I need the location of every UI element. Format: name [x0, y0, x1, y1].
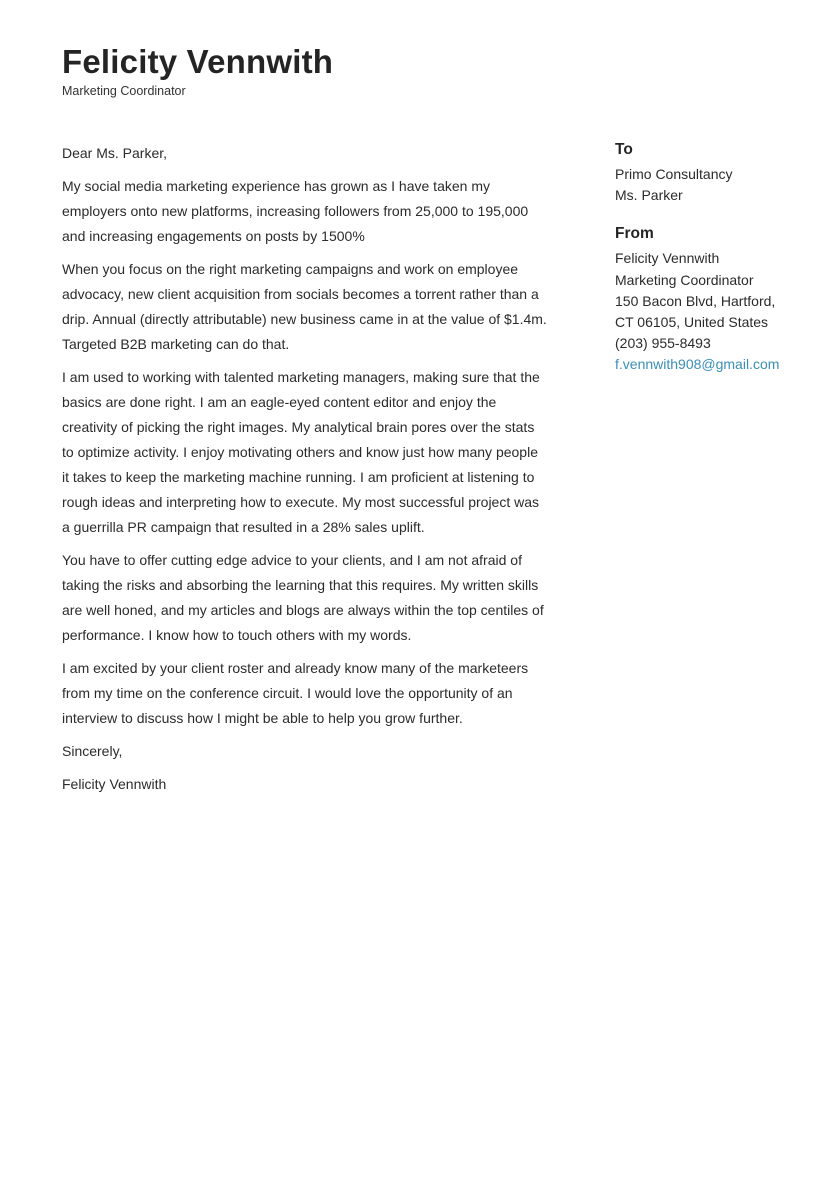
- sender-email-link[interactable]: f.vennwith908@gmail.com: [615, 356, 780, 373]
- closing: Sincerely,: [62, 743, 123, 759]
- applicant-job-title: Marketing Coordinator: [62, 84, 186, 98]
- recipient-block: [615, 139, 815, 206]
- body-paragraph-3: I am used to working with talented marketing managers, making sure that the basics are done right. I am an eagle-eyed content editor and enjoy the creativity of picking the right images. My analytical brain pores over the stats to optimize activity. I enjoy motivating others and know just how many people it takes to keep the marketing machine running. I am proficient at listening to rough ideas and interpreting how to execute. My most successful project was a guerrilla PR campaign that resulted in a 28% sales uplift.: [62, 369, 540, 535]
- sender-block: [615, 223, 815, 375]
- from-heading: From: [615, 225, 654, 243]
- applicant-name: Felicity Vennwith: [62, 43, 334, 80]
- sender-address-line-2: CT 06105, United States: [615, 314, 769, 331]
- sender-title: Marketing Coordinator: [615, 271, 754, 288]
- recipient-company: Primo Consultancy: [615, 166, 733, 182]
- body-paragraph-2: When you focus on the right marketing campaigns and work on employee advocacy, new client acquisition from socials becomes a torrent rather than a drip. Annual (directly attributable) new business came in at the value of $1.4m. Targeted B2B marketing can do that.: [62, 261, 547, 352]
- contact-sidebar: [615, 139, 815, 393]
- sender-address-line-1: 150 Bacon Blvd, Hartford,: [615, 292, 776, 309]
- body-paragraph-5: I am excited by your client roster and already know many of the marketeers from my time on the conference circuit. I would love the opportunity of an interview to discuss how I might be able to help you grow further.: [62, 660, 529, 726]
- letter-header: [62, 42, 333, 99]
- sender-name: Felicity Vennwith: [615, 250, 720, 267]
- sender-phone: (203) 955-8493: [615, 335, 711, 352]
- body-paragraph-1: My social media marketing experience has grown as I have taken my employers onto new platforms, increasing followers from 25,000 to 195,000 and increasing engagements on posts by 1500%: [62, 178, 529, 244]
- letter-body: [62, 141, 547, 805]
- recipient-name: Ms. Parker: [615, 187, 683, 204]
- to-heading: To: [615, 141, 633, 158]
- body-paragraph-4: You have to offer cutting edge advice to your clients, and I am not afraid of taking the risks and absorbing the learning that this requires. My written skills are well honed, and my articles and blogs are always within the top centiles of performance. I know how to touch others with my words.: [62, 552, 544, 643]
- signature: Felicity Vennwith: [62, 776, 167, 792]
- salutation: Dear Ms. Parker,: [62, 145, 168, 161]
